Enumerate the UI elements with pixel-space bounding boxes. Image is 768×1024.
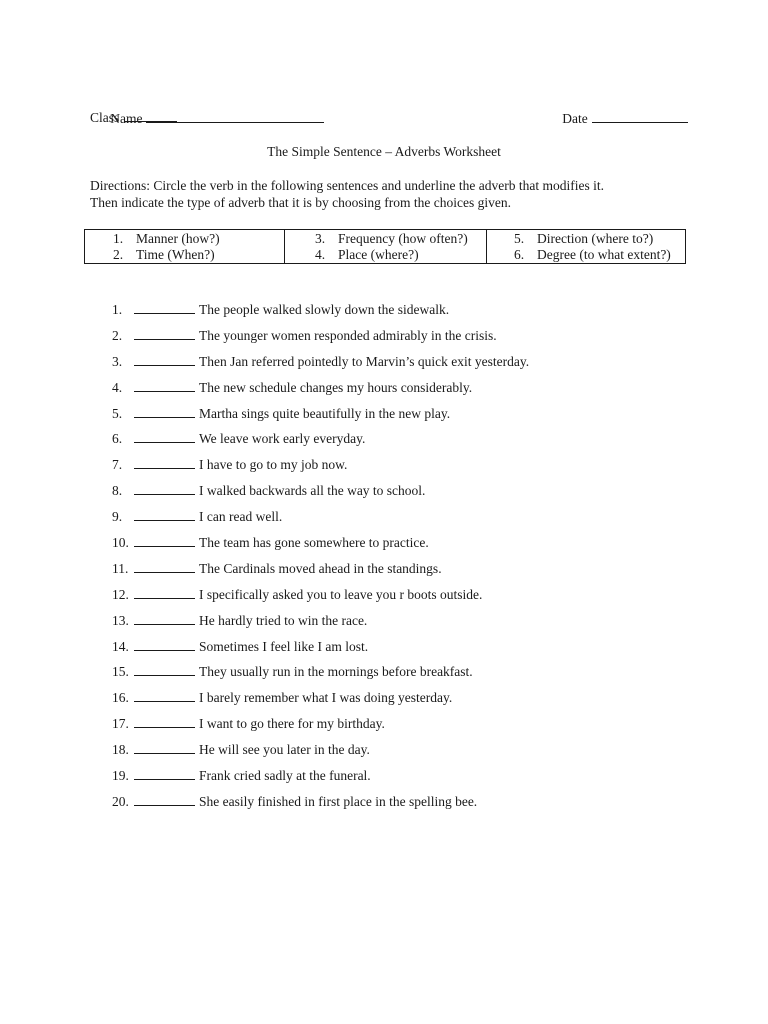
answer-blank[interactable] xyxy=(134,429,195,443)
choice-label: Place (where?) xyxy=(338,247,419,262)
sentence-number: 2. xyxy=(112,327,123,343)
choice-number: 5. xyxy=(514,231,525,246)
sentence-text: I have to go to my job now. xyxy=(199,457,348,473)
sentence-item xyxy=(112,533,672,559)
choice-column xyxy=(85,230,284,263)
sentence-item xyxy=(112,559,672,585)
sentence-text: He will see you later in the day. xyxy=(199,742,370,758)
class-label: Class xyxy=(90,110,120,125)
sentence-number: 8. xyxy=(112,483,123,499)
sentence-text: We leave work early everyday. xyxy=(199,431,366,447)
answer-blank[interactable] xyxy=(134,740,195,754)
sentence-number: 18. xyxy=(112,742,129,758)
sentence-number: 4. xyxy=(112,379,123,395)
choice-label: Manner (how?) xyxy=(136,231,220,246)
date-field xyxy=(542,91,688,146)
sentence-number: 9. xyxy=(112,509,123,525)
sentence-item xyxy=(112,637,672,663)
answer-blank[interactable] xyxy=(134,611,195,625)
sentence-number: 11. xyxy=(112,560,129,576)
sentence-number: 1. xyxy=(112,302,123,317)
sentence-item xyxy=(112,611,672,637)
answer-blank[interactable] xyxy=(134,792,195,806)
sentence-text: Martha sings quite beautifully in the new play. xyxy=(199,405,451,421)
page-title: The Simple Sentence – Adverbs Worksheet xyxy=(267,144,501,159)
sentence-item xyxy=(112,352,672,378)
choice-label: Time (When?) xyxy=(136,247,215,262)
choice-item xyxy=(315,247,486,263)
sentence-number: 15. xyxy=(112,664,129,680)
answer-blank[interactable] xyxy=(134,507,195,521)
answer-blank[interactable] xyxy=(134,352,195,366)
directions-line-1: Directions: Circle the verb in the following sentences and underline the adverb that modifies it. xyxy=(90,178,604,193)
name-label: Name xyxy=(110,111,143,126)
choice-item xyxy=(315,231,486,247)
sentence-text: The younger women responded admirably in the crisis. xyxy=(199,327,497,343)
choice-item xyxy=(514,247,685,263)
choice-item xyxy=(113,247,284,263)
choice-label: Direction (where to?) xyxy=(537,231,654,246)
sentence-text: Frank cried sadly at the funeral. xyxy=(199,768,371,784)
sentence-text: He hardly tried to win the race. xyxy=(199,612,368,628)
choice-column xyxy=(486,230,685,263)
sentence-text: Sometimes I feel like I am lost. xyxy=(199,638,369,654)
sentence-item xyxy=(112,662,672,688)
sentence-number: 7. xyxy=(112,457,123,473)
directions-line-2: Then indicate the type of adverb that it is by choosing from the choices given. xyxy=(90,195,512,210)
answer-blank[interactable] xyxy=(134,585,195,599)
choice-number: 4. xyxy=(315,247,326,262)
sentence-text: Then Jan referred pointedly to Marvin’s quick exit yesterday. xyxy=(199,353,530,369)
sentence-text: I want to go there for my birthday. xyxy=(199,716,385,732)
sentence-item xyxy=(112,481,672,507)
class-blank[interactable] xyxy=(125,108,177,122)
choice-item xyxy=(113,231,284,247)
sentence-item xyxy=(112,740,672,766)
sentence-text: She easily finished in first place in the spelling bee. xyxy=(199,793,478,809)
sentence-number: 13. xyxy=(112,612,129,628)
answer-blank[interactable] xyxy=(134,455,195,469)
choice-label: Degree (to what extent?) xyxy=(537,247,671,262)
sentence-list xyxy=(112,300,672,818)
sentence-number: 14. xyxy=(112,638,129,654)
choice-number: 1. xyxy=(113,231,124,246)
answer-blank[interactable] xyxy=(134,662,195,676)
choice-number: 3. xyxy=(315,231,326,246)
sentence-text: The new schedule changes my hours considerably. xyxy=(199,379,473,395)
sentence-number: 19. xyxy=(112,768,129,784)
answer-blank[interactable] xyxy=(134,533,195,547)
sentence-item xyxy=(112,378,672,404)
sentence-item xyxy=(112,688,672,714)
sentence-item xyxy=(112,326,672,352)
sentence-number: 17. xyxy=(112,716,129,732)
sentence-number: 10. xyxy=(112,535,129,551)
answer-blank[interactable] xyxy=(134,688,195,702)
answer-blank[interactable] xyxy=(134,378,195,392)
sentence-number: 16. xyxy=(112,690,129,706)
choice-item xyxy=(514,231,685,247)
answer-blank[interactable] xyxy=(134,714,195,728)
sentence-item xyxy=(112,404,672,430)
class-field xyxy=(90,108,177,127)
choice-number: 6. xyxy=(514,247,525,262)
sentence-text: They usually run in the mornings before breakfast. xyxy=(199,664,473,680)
sentence-item xyxy=(112,766,672,792)
sentence-number: 20. xyxy=(112,793,129,809)
answer-blank[interactable] xyxy=(134,766,195,780)
answer-blank[interactable] xyxy=(134,300,195,314)
choice-number: 2. xyxy=(113,247,124,262)
choice-label: Frequency (how often?) xyxy=(338,231,468,246)
sentence-item xyxy=(112,792,672,818)
answer-blank[interactable] xyxy=(134,404,195,418)
adverb-choices-table xyxy=(84,229,686,264)
directions xyxy=(90,177,680,211)
answer-blank[interactable] xyxy=(134,326,195,340)
sentence-text: The people walked slowly down the sidewalk. xyxy=(199,302,450,317)
sentence-text: I can read well. xyxy=(199,509,283,525)
date-blank[interactable] xyxy=(592,109,688,123)
sentence-item xyxy=(112,714,672,740)
answer-blank[interactable] xyxy=(134,559,195,573)
sentence-text: The Cardinals moved ahead in the standings. xyxy=(199,560,442,576)
sentence-number: 5. xyxy=(112,405,123,421)
sentence-item xyxy=(112,455,672,481)
sentence-item xyxy=(112,585,672,611)
sentence-text: The team has gone somewhere to practice. xyxy=(199,535,429,551)
sentence-item xyxy=(112,300,672,326)
sentence-number: 6. xyxy=(112,431,123,447)
sentence-item xyxy=(112,507,672,533)
choice-column xyxy=(284,230,486,263)
sentence-number: 12. xyxy=(112,586,129,602)
date-label: Date xyxy=(562,111,588,126)
answer-blank[interactable] xyxy=(134,637,195,651)
sentence-number: 3. xyxy=(112,353,123,369)
answer-blank[interactable] xyxy=(134,481,195,495)
sentence-text: I specifically asked you to leave you r boots outside. xyxy=(199,586,483,602)
sentence-text: I barely remember what I was doing yesterday. xyxy=(199,690,453,706)
sentence-item xyxy=(112,429,672,455)
sentence-text: I walked backwards all the way to school. xyxy=(199,483,426,499)
